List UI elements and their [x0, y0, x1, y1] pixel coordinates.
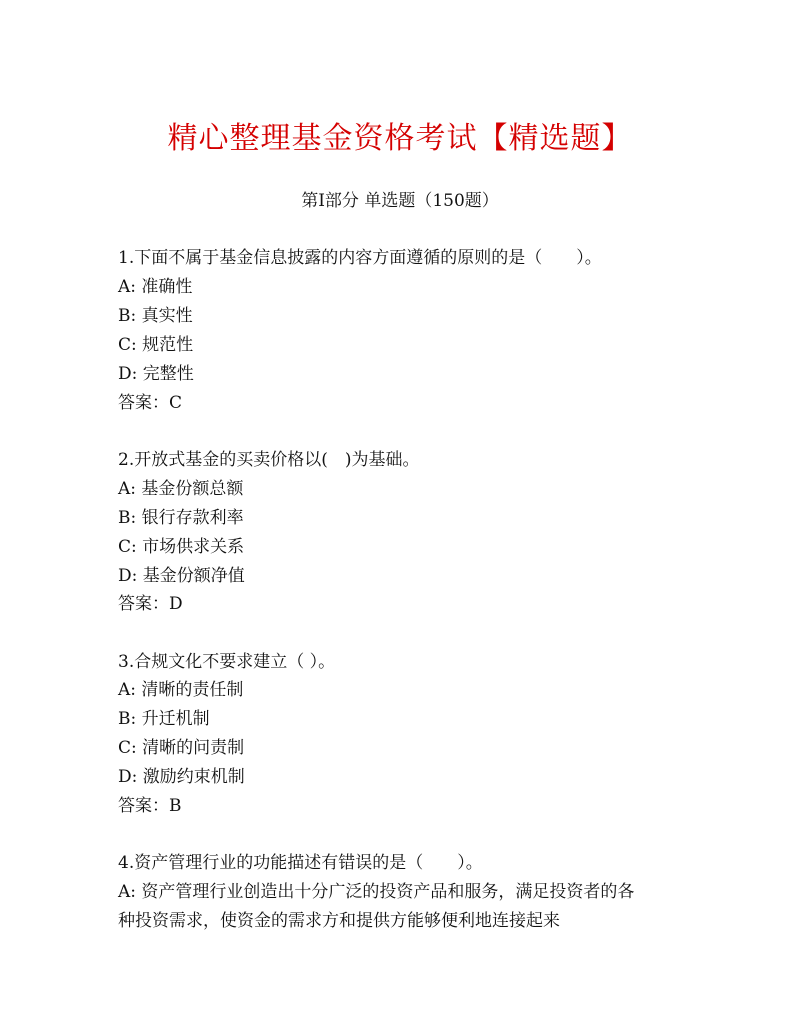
answer-option: A: 准确性: [118, 277, 193, 297]
answer-option: B: 银行存款利率: [118, 508, 244, 528]
answer-option: C: 清晰的问责制: [118, 738, 245, 758]
question-stem: 2.开放式基金的买卖价格以( )为基础。: [118, 450, 420, 470]
answer-option: B: 真实性: [118, 306, 193, 326]
answer-option: D: 完整性: [118, 364, 194, 384]
answer-option: C: 市场供求关系: [118, 537, 245, 557]
correct-answer: 答案：C: [118, 393, 183, 413]
answer-option: D: 基金份额净值: [118, 566, 245, 586]
section-heading: 第I部分 单选题（150题）: [301, 191, 499, 211]
correct-answer: 答案：D: [118, 594, 183, 614]
document-title: 精心整理基金资格考试【精选题】: [167, 121, 633, 156]
answer-option: D: 激励约束机制: [118, 767, 245, 787]
correct-answer: 答案：B: [118, 796, 182, 816]
answer-option: A: 资产管理行业创造出十分广泛的投资产品和服务，满足投资者的各: [118, 882, 635, 902]
question-stem: 3.合规文化不要求建立（ ）。: [118, 652, 336, 672]
answer-option: B: 升迁机制: [118, 709, 210, 729]
answer-option-continuation: 种投资需求，使资金的需求方和提供方能够便利地连接起来: [118, 911, 560, 931]
question-stem: 1.下面不属于基金信息披露的内容方面遵循的原则的是（ ）。: [118, 248, 602, 268]
answer-option: C: 规范性: [118, 335, 194, 355]
question-stem: 4.资产管理行业的功能描述有错误的是（ ）。: [118, 853, 483, 873]
answer-option: A: 基金份额总额: [118, 479, 244, 499]
answer-option: A: 清晰的责任制: [118, 680, 244, 700]
